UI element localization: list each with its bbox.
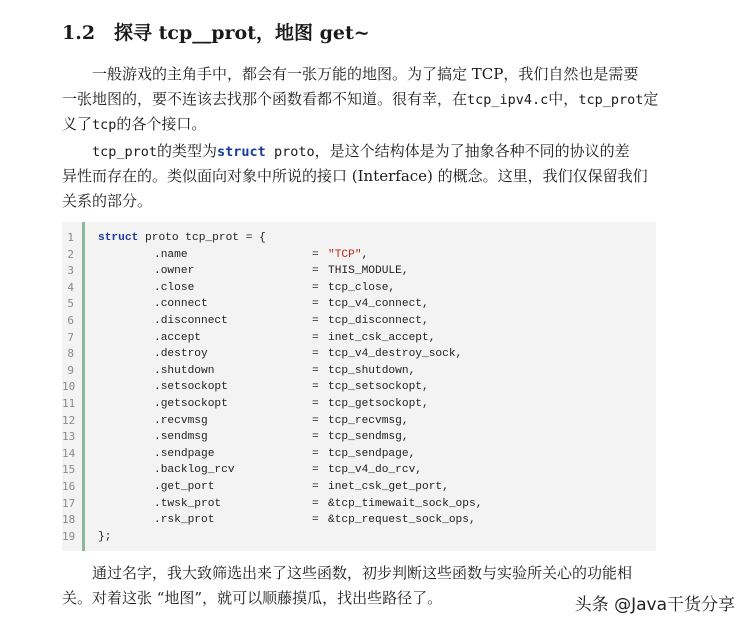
field-value <box>328 363 415 380</box>
line-number: 13 <box>62 430 76 444</box>
struct-field: .get_port <box>154 480 215 493</box>
assign-operator: = <box>312 331 319 344</box>
line-number: 3 <box>67 264 74 278</box>
code-line <box>98 313 648 330</box>
assign-operator: = <box>312 480 319 493</box>
struct-field: .backlog_rcv <box>154 464 235 477</box>
line-number: 15 <box>62 463 76 477</box>
assign-operator: = <box>312 381 319 394</box>
code-keyword: struct <box>217 144 266 160</box>
assign-operator: = <box>312 514 319 527</box>
assign-operator: = <box>312 464 319 477</box>
line-number: 2 <box>67 247 74 261</box>
field-value-text: THIS_MODULE, <box>328 265 409 278</box>
field-value <box>328 396 429 413</box>
code-line <box>98 230 648 247</box>
code-line <box>98 496 648 513</box>
line-number: 5 <box>67 297 74 311</box>
field-value-text: tcp_v4_destroy_sock, <box>328 348 463 361</box>
field-value-text: inet_csk_get_port, <box>328 480 449 493</box>
struct-field: .twsk_prot <box>154 497 222 510</box>
field-value <box>328 496 482 513</box>
field-value-text: tcp_v4_connect, <box>328 298 429 311</box>
field-value-text: tcp_close, <box>328 281 396 294</box>
line-number: 14 <box>62 446 76 460</box>
code-identifier: proto <box>265 144 315 160</box>
code-line <box>98 396 648 413</box>
watermark: 头条 @Java干货分享 <box>574 595 735 615</box>
struct-field: .accept <box>154 331 201 344</box>
struct-field: .recvmsg <box>154 414 208 427</box>
field-value <box>328 330 435 347</box>
section-number: 1.2 <box>62 22 96 44</box>
line-number: 8 <box>67 347 74 361</box>
text-segment: 中， <box>548 90 579 108</box>
paragraph-conclusion <box>62 561 662 611</box>
assign-operator: = <box>312 397 319 410</box>
text-line <box>62 112 662 137</box>
field-value-suffix: , <box>361 248 369 261</box>
code-line <box>98 379 648 396</box>
code-text: proto tcp_prot = { <box>138 232 266 244</box>
struct-field: .close <box>154 281 195 294</box>
code-identifier: tcp_prot <box>578 92 644 108</box>
code-line <box>98 280 648 297</box>
field-value <box>328 429 409 446</box>
struct-field: .shutdown <box>154 364 215 377</box>
line-number: 6 <box>67 313 74 327</box>
field-value <box>328 263 409 280</box>
paragraph-struct <box>62 139 662 214</box>
text-line <box>62 87 662 112</box>
text-line: 关。对着这张 “地图”，就可以顺藤摸瓜，找出些路径了。 <box>62 589 443 607</box>
line-number: 7 <box>67 330 74 344</box>
struct-field: .setsockopt <box>154 381 228 394</box>
field-value-text: tcp_sendpage, <box>328 447 416 460</box>
code-identifier: tcp_prot <box>92 144 158 160</box>
struct-field: .owner <box>154 265 195 278</box>
assign-operator: = <box>312 447 319 460</box>
text-segment: 义了 <box>62 115 93 133</box>
struct-field: .rsk_prot <box>154 514 215 527</box>
field-value-text: tcp_setsockopt, <box>328 381 429 394</box>
code-left-bar <box>82 222 85 551</box>
struct-field: .destroy <box>154 348 208 361</box>
code-lines <box>98 230 648 545</box>
text-line: 通过名字，我大致筛选出来了这些函数，初步判断这些函数与实验所关心的功能相 <box>92 564 633 582</box>
paragraph-intro <box>62 62 662 137</box>
line-number: 18 <box>62 513 76 527</box>
field-value-text: &tcp_timewait_sock_ops, <box>328 497 483 510</box>
code-line <box>98 263 648 280</box>
assign-operator: = <box>312 248 319 261</box>
assign-operator: = <box>312 497 319 510</box>
assign-operator: = <box>312 281 319 294</box>
struct-field: .sendmsg <box>154 431 208 444</box>
struct-field: .disconnect <box>154 314 228 327</box>
struct-field: .sendpage <box>154 447 215 460</box>
assign-operator: = <box>312 314 319 327</box>
field-value-text: "TCP" <box>328 248 362 261</box>
section-heading <box>62 18 370 45</box>
line-number: 12 <box>62 413 76 427</box>
field-value-text: tcp_shutdown, <box>328 364 416 377</box>
field-value-text: tcp_recvmsg, <box>328 414 409 427</box>
line-number: 4 <box>67 280 74 294</box>
code-line <box>98 346 648 363</box>
code-filename: tcp_ipv4.c <box>467 92 549 108</box>
text-line: 一般游戏的主角手中，都会有一张万能的地图。为了搞定 TCP，我们自然也是需要 <box>92 65 639 83</box>
assign-operator: = <box>312 265 319 278</box>
code-line <box>98 446 648 463</box>
field-value <box>328 446 415 463</box>
field-value <box>328 313 429 330</box>
struct-field: .name <box>154 248 188 261</box>
code-line <box>98 462 648 479</box>
code-identifier: tcp <box>92 117 117 133</box>
line-number: 11 <box>62 396 76 410</box>
field-value-text: inet_csk_accept, <box>328 331 436 344</box>
line-number: 1 <box>67 231 74 244</box>
code-line <box>98 330 648 347</box>
assign-operator: = <box>312 364 319 377</box>
text-segment: 定 <box>643 90 659 108</box>
code-line <box>98 413 648 430</box>
field-value <box>328 346 462 363</box>
code-block <box>62 222 656 551</box>
section-title: 探寻 tcp__prot，地图 get~ <box>114 22 370 44</box>
field-value <box>328 413 409 430</box>
struct-field: .connect <box>154 298 208 311</box>
text-line: 关系的部分。 <box>62 192 153 210</box>
text-segment: ，是这个结构体是为了抽象各种不同的协议的差 <box>314 142 630 160</box>
line-number-gutter <box>62 230 74 545</box>
field-value-text: tcp_sendmsg, <box>328 431 409 444</box>
field-value <box>328 280 395 297</box>
line-number: 9 <box>67 363 74 377</box>
code-line <box>98 296 648 313</box>
line-number: 16 <box>62 479 76 493</box>
code-line <box>98 479 648 496</box>
assign-operator: = <box>312 348 319 361</box>
code-line: }; <box>98 530 112 543</box>
text-line <box>62 139 662 164</box>
assign-operator: = <box>312 431 319 444</box>
text-segment: 一张地图的，要不连该去找那个函数看都不知道。很有幸，在 <box>62 90 468 108</box>
assign-operator: = <box>312 298 319 311</box>
code-line <box>98 247 648 264</box>
field-value <box>328 462 422 479</box>
code-line <box>98 429 648 446</box>
text-segment: 的类型为 <box>157 142 218 160</box>
assign-operator: = <box>312 414 319 427</box>
struct-field: .getsockopt <box>154 397 228 410</box>
code-line <box>98 363 648 380</box>
field-value <box>328 379 429 396</box>
field-value <box>328 296 429 313</box>
field-value-text: tcp_disconnect, <box>328 314 429 327</box>
code-line <box>98 512 648 529</box>
field-value <box>328 512 476 529</box>
text-segment: 的各个接口。 <box>116 115 207 133</box>
field-value-text: tcp_getsockopt, <box>328 397 429 410</box>
code-keyword: struct <box>98 232 139 244</box>
field-value <box>328 479 449 496</box>
field-value-text: &tcp_request_sock_ops, <box>328 514 476 527</box>
field-value <box>328 247 368 264</box>
line-number: 10 <box>62 380 76 394</box>
text-line: 异性而存在的。类似面向对象中所说的接口 (Interface) 的概念。这里，我们仅保留我们 <box>62 167 648 185</box>
line-number: 17 <box>62 496 76 510</box>
line-number: 19 <box>62 529 76 543</box>
field-value-text: tcp_v4_do_rcv, <box>328 464 422 477</box>
